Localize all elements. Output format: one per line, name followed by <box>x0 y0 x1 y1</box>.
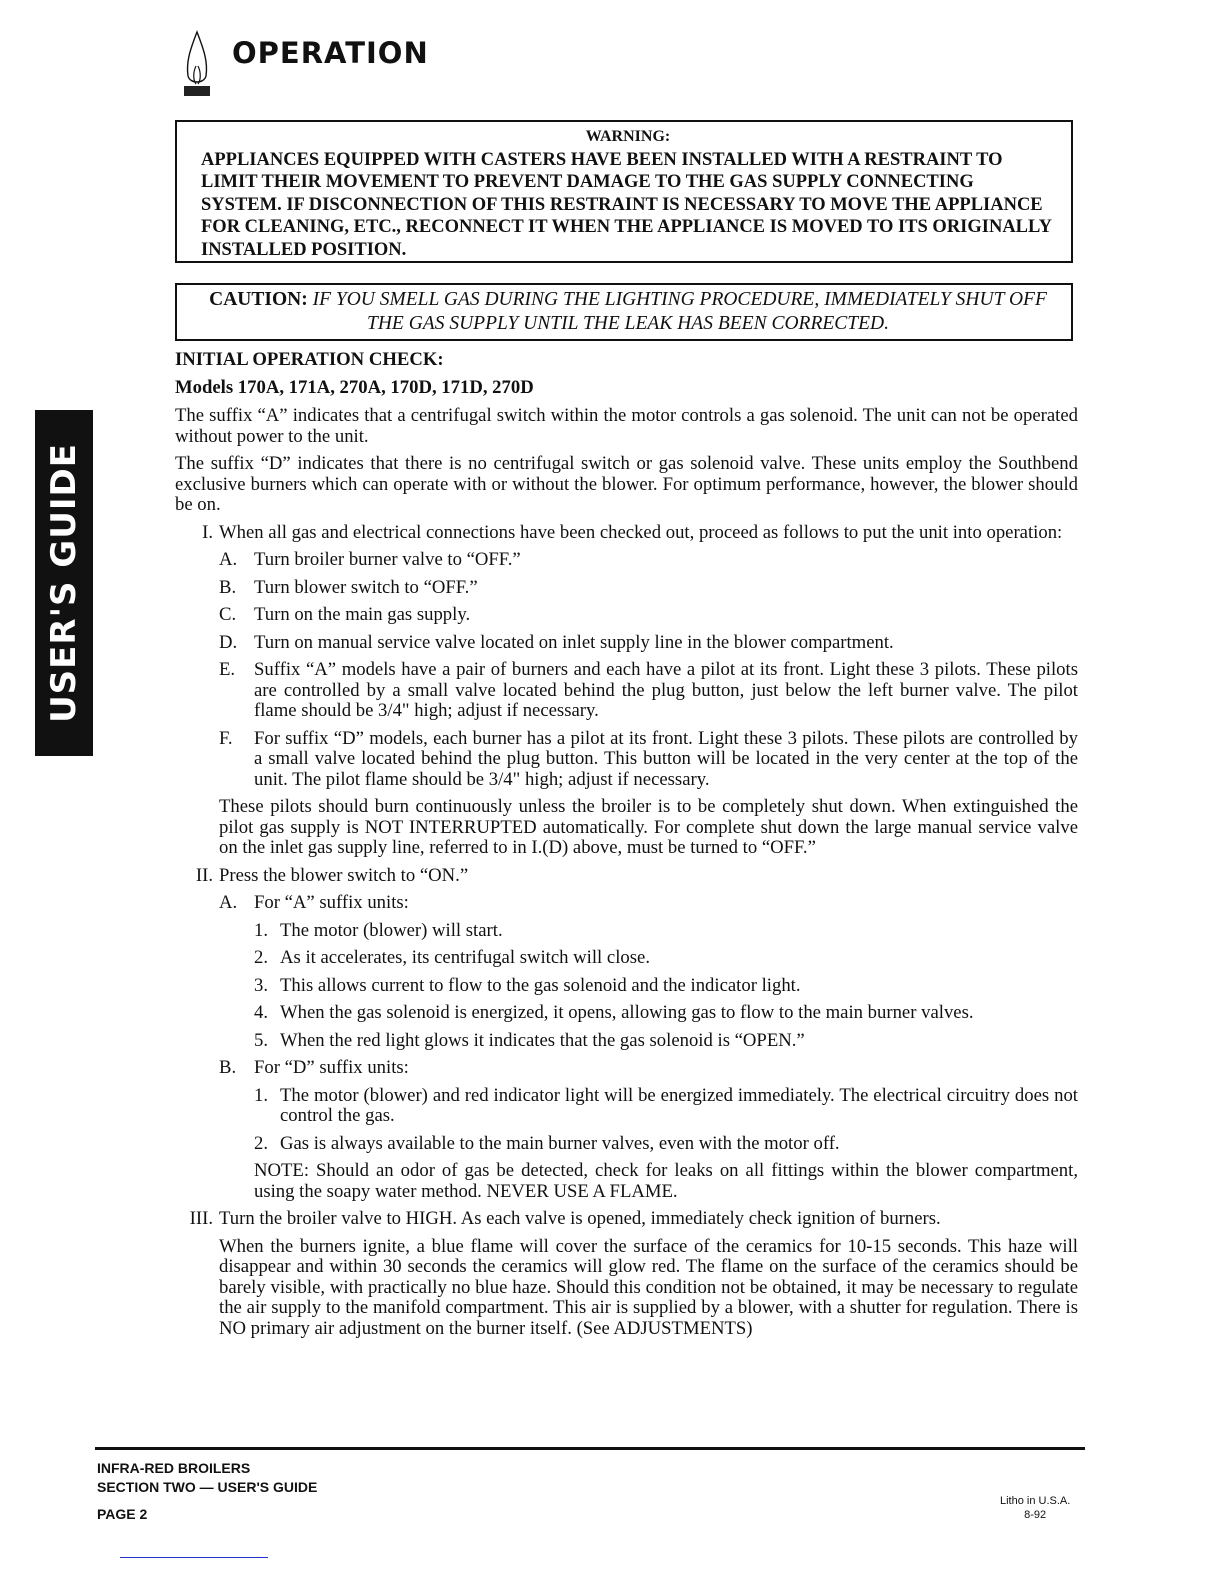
warning-text: APPLIANCES EQUIPPED WITH CASTERS HAVE BEEN INSTALLED WITH A RESTRAINT TO LIMIT THEIR MOVEMENT TO PREVENT DAMAGE TO THE GAS SUPPLY CONNECTING SYSTEM. IF DISCONNECTION OF THIS RESTRAINT IS NECESSARY TO MOVE THE APPLIANCE FOR CLEANING, ETC., RECONNECT IT WHEN THE APPLIANCE IS MOVED TO ITS ORIGINALLY INSTALLED POSITION. <box>201 149 1052 260</box>
print-info <box>1000 1494 1070 1522</box>
models-heading: Models 170A, 171A, 270A, 170D, 171D, 270D <box>175 376 534 398</box>
step-3: III. Turn the broiler valve to HIGH. As each valve is opened, immediately check ignition of burners. <box>189 1208 941 1229</box>
warning-box <box>175 120 1073 263</box>
print-date: 8-92 <box>1024 1509 1047 1521</box>
step-3-note: When the burners ignite, a blue flame will cover the surface of the ceramics for 10-15 seconds. This haze will disappear and within 30 seconds the ceramics will glow red. The flame on the surface of the ceramics should be barely visible, with practically no blue haze. Should this condition not be obtained, it may be necessary to regulate the air supply to the manifold compartment. This air is supplied by a blower, with a shutter for regulation. There is NO primary air adjustment on the burner itself. (See ADJUSTMENTS) <box>219 1235 1078 1339</box>
caution-box <box>175 283 1073 341</box>
warning-title: WARNING: <box>585 128 671 145</box>
footer-title: INFRA-RED BROILERS <box>97 1460 251 1476</box>
list-item: F. For suffix “D” models, each burner has a pilot at its front. Light these 3 pilots. These pilots are controlled by a small valve located behind the plug button. This button will be located in the very center at the top of the unit. The pilot flame should be 3/4" high; adjust if necessary. <box>219 727 1078 790</box>
flame-icon <box>180 30 214 100</box>
list-item: C. Turn on the main gas supply. <box>219 604 471 625</box>
page-header <box>180 30 429 100</box>
footer-section: SECTION TWO — USER'S GUIDE <box>97 1479 318 1495</box>
step-1: I. When all gas and electrical connections have been checked out, proceed as follows to put the unit into operation: <box>202 521 1063 543</box>
paragraph: The suffix “A” indicates that a centrifugal switch within the motor controls a gas solenoid. The unit can not be operated without power to the unit. <box>175 405 1078 447</box>
list-item: A. For “A” suffix units: <box>219 892 409 913</box>
paragraph: The suffix “D” indicates that there is no centrifugal switch or gas solenoid valve. These units employ the Southbend exclusive burners which can operate with or without the blower. For optimum performance, however, the blower should be on. <box>175 453 1078 515</box>
list-item: 1. The motor (blower) will start. <box>254 919 503 941</box>
caution-label: CAUTION: <box>209 289 308 310</box>
side-tab-label: USER'S GUIDE <box>44 443 85 723</box>
list-item: 4. When the gas solenoid is energized, it opens, allowing gas to flow to the main burner valves. <box>254 1002 974 1023</box>
list-item: B. Turn blower switch to “OFF.” <box>219 576 478 598</box>
list-item: 2. Gas is always available to the main burner valves, even with the motor off. <box>254 1132 840 1154</box>
list-item: B. For “D” suffix units: <box>219 1057 409 1078</box>
list-item: 5. When the red light glows it indicates that the gas solenoid is “OPEN.” <box>254 1029 805 1051</box>
side-tab <box>35 410 93 756</box>
list-item: A. Turn broiler burner valve to “OFF.” <box>219 549 521 570</box>
list-item: D. Turn on manual service valve located on inlet supply line in the blower compartment. <box>219 631 894 653</box>
litho-text: Litho in U.S.A. <box>1000 1495 1071 1507</box>
list-item: 2. As it accelerates, its centrifugal switch will close. <box>254 947 650 968</box>
step-1-note: These pilots should burn continuously unless the broiler is to be completely shut down. When extinguished the pilot gas supply is NOT INTERRUPTED automatically. For complete shut down the large manual service valve on the inlet gas supply line, referred to in I.(D) above, must be turned to “OFF.” <box>219 796 1078 858</box>
caution-text: IF YOU SMELL GAS DURING THE LIGHTING PROCEDURE, IMMEDIATELY SHUT OFF THE GAS SUPPLY UNTIL THE LEAK HAS BEEN CORRECTED. <box>312 289 1047 334</box>
footer-rule <box>95 1447 1085 1450</box>
page-number: PAGE 2 <box>97 1506 148 1522</box>
operation-section <box>175 350 1078 1346</box>
list-item: E. Suffix “A” models have a pair of burners and each have a pilot at its front. Light these 3 pilots. These pilots are controlled by a small valve located behind the plug button, just below the left burner valve. The pilot flame should be 3/4" high; adjust if necessary. <box>219 659 1078 721</box>
page-title: OPERATION <box>232 36 429 70</box>
step-2-note: NOTE: Should an odor of gas be detected, check for leaks on all fittings within the blower compartment, using the soapy water method. NEVER USE A FLAME. <box>254 1160 1078 1202</box>
blue-underline <box>120 1557 268 1558</box>
list-item: 3. This allows current to flow to the gas solenoid and the indicator light. <box>254 974 801 996</box>
step-2: II. Press the blower switch to “ON.” <box>195 864 469 886</box>
list-item: 1. The motor (blower) and red indicator light will be energized immediately. The electrical circuitry does not control the gas. <box>254 1084 1078 1126</box>
section-heading: INITIAL OPERATION CHECK: <box>175 349 444 370</box>
